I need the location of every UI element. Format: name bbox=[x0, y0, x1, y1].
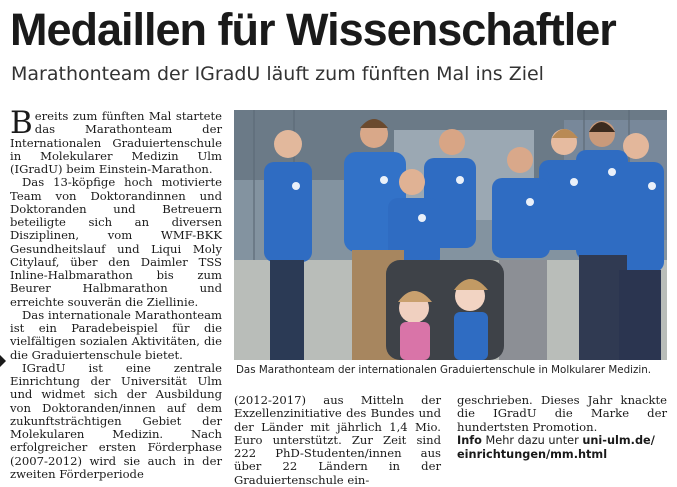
drop-cap: B bbox=[10, 105, 33, 141]
paragraph-5: (2012-2017) aus Mitteln der Exzellenzinitiative des Bundes und der Länder mit jährlich 1,4 Mio. Euro unterstützt. Zur Zeit sind 222 PhD-Studenten/innen aus über 22 Ländern in der Graduiertenschule ein- bbox=[234, 393, 441, 487]
paragraph-marker-icon bbox=[0, 355, 6, 367]
article-column-1 bbox=[10, 105, 222, 481]
info-box bbox=[457, 434, 667, 462]
team-photo bbox=[234, 110, 667, 360]
paragraph-4: IGradU ist eine zentrale Einrichtung der Universität Ulm und widmet sich der Ausbildung von Doktoranden/innen auf dem zukunftsträchtigen Gebiet der Molekularen Medizin. Nach erfolgreicher ersten Förderphase (2007-2012) wird sie auch in der zweiten Förderperiode bbox=[10, 360, 222, 481]
article-column-2 bbox=[234, 394, 441, 487]
paragraph-1 bbox=[10, 105, 222, 176]
photo-caption: Das Marathonteam der internationalen Graduiertenschule in Molkularer Medizin. bbox=[236, 364, 652, 376]
paragraph-3: Das internationale Marathonteam ist ein Paradebeispiel für die vielfältigen sozialen Aktivitäten, die die Graduiertenschule bietet. bbox=[10, 307, 222, 362]
team-photo-icon bbox=[234, 110, 667, 360]
info-text: Mehr dazu unter bbox=[485, 433, 579, 447]
info-url-link[interactable]: uni-ulm.de/ einrichtungen/mm.html bbox=[457, 433, 655, 461]
article-column-3 bbox=[457, 394, 667, 462]
info-label: Info bbox=[457, 433, 482, 447]
paragraph-1-text: ereits zum fünften Mal startete das Marathonteam der Internationalen Graduiertenschule in Molekularer Medizin Ulm (IGradU) beim Einstein-Marathon. bbox=[10, 109, 222, 176]
headline: Medaillen für Wissenschaftler bbox=[10, 4, 616, 55]
paragraph-6: geschrieben. Dieses Jahr knackte die IGradU die Marke der hundertsten Promotion. bbox=[457, 393, 667, 434]
paragraph-2: Das 13-köpfige hoch motivierte Team von Doktorandinnen und Doktoranden und Betreuern beteiligte sich an diversen Disziplinen, vom WMF-BKK Gesundheitslauf und Liqui Moly Citylauf, über den Daimler TSS Inline-Halbmarathon bis zum Beurer Halbmarathon und erreichte souverän die Ziellinie. bbox=[10, 175, 222, 309]
subheadline: Marathonteam der IGradU läuft zum fünften Mal ins Ziel bbox=[11, 63, 544, 85]
